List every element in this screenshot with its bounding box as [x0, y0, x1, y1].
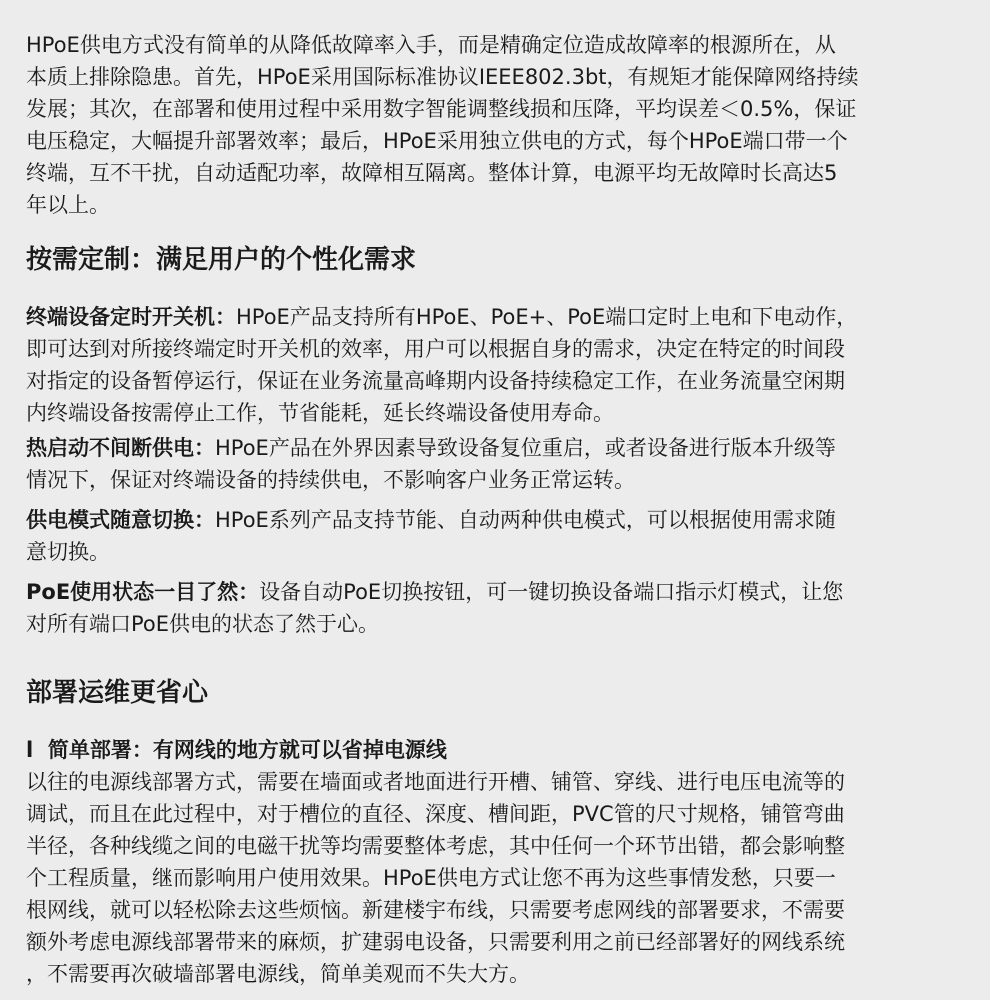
intro-line: 本质上排除隐患。首先，HPoE采用国际标准协议IEEE802.3bt，有规矩才能保障网络持续 — [26, 65, 859, 89]
intro-line: 终端，互不干扰，自动适配功率，故障相互隔离。整体计算，电源平均无故障时长高达5 — [26, 161, 838, 185]
feature-text: 意切换。 — [26, 540, 110, 564]
section-heading-customization: 按需定制：满足用户的个性化需求 — [26, 245, 417, 275]
feature-text: 情况下，保证对终端设备的持续供电，不影响客户业务正常运转。 — [26, 468, 635, 492]
paragraph-line: 根网线，就可以轻松除去这些烦恼。新建楼宇布线，只需要考虑网线的部署要求，不需要 — [26, 898, 845, 922]
paragraph-line: 调试，而且在此过程中，对于槽位的直径、深度、槽间距，PVC管的尺寸规格，铺管弯曲 — [26, 802, 845, 826]
intro-line: 发展；其次，在部署和使用过程中采用数字智能调整线损和压降，平均误差＜0.5%，保证 — [26, 97, 857, 121]
paragraph-line: 个工程质量，继而影响用户使用效果。HPoE供电方式让您不再为这些事情发愁，只要一 — [26, 866, 836, 890]
paragraph-line: 以往的电源线部署方式，需要在墙面或者地面进行开槽、铺管、穿线、进行电压电流等的 — [26, 770, 845, 794]
feature-power-mode — [26, 504, 966, 568]
deployment-paragraph — [26, 766, 966, 990]
feature-text: 设备自动PoE切换按钮，可一键切换设备端口指示灯模式，让您 — [259, 580, 844, 604]
feature-title: 供电模式随意切换： — [26, 508, 215, 532]
paragraph-line: ，不需要再次破墙部署电源线，简单美观而不失大方。 — [26, 962, 530, 986]
feature-text: 对所有端口PoE供电的状态了然于心。 — [26, 612, 380, 636]
intro-line: HPoE供电方式没有简单的从降低故障率入手，而是精确定位造成故障率的根源所在，从 — [26, 33, 836, 57]
intro-paragraph — [26, 29, 966, 221]
intro-line: 电压稳定，大幅提升部署效率；最后，HPoE采用独立供电的方式，每个HPoE端口带一个 — [26, 129, 848, 153]
feature-text: HPoE产品支持所有HPoE、PoE+、PoE端口定时上电和下电动作， — [236, 305, 858, 329]
feature-scheduled-power — [26, 301, 966, 429]
feature-text: HPoE产品在外界因素导致设备复位重启，或者设备进行版本升级等 — [215, 436, 836, 460]
feature-poe-status — [26, 576, 966, 640]
section-heading-deployment: 部署运维更省心 — [26, 678, 209, 708]
feature-title: 热启动不间断供电： — [26, 436, 215, 460]
feature-text: 即可达到对所接终端定时开关机的效率，用户可以根据自身的需求，决定在特定的时间段 — [26, 337, 845, 361]
feature-title: 终端设备定时开关机： — [26, 305, 236, 329]
feature-text: HPoE系列产品支持节能、自动两种供电模式，可以根据使用需求随 — [215, 508, 836, 532]
feature-title: PoE使用状态一目了然： — [26, 580, 260, 604]
paragraph-line: 半径，各种线缆之间的电磁干扰等均需要整体考虑，其中任何一个环节出错，都会影响整 — [26, 834, 845, 858]
intro-line: 年以上。 — [26, 193, 110, 217]
feature-text: 内终端设备按需停止工作，节省能耗，延长终端设备使用寿命。 — [26, 401, 614, 425]
feature-text: 对指定的设备暂停运行，保证在业务流量高峰期内设备持续稳定工作，在业务流量空闲期 — [26, 369, 845, 393]
feature-hot-restart — [26, 432, 966, 496]
subheading-simple-deployment: l 简单部署：有网线的地方就可以省掉电源线 — [26, 738, 447, 762]
paragraph-line: 额外考虑电源线部署带来的麻烦，扩建弱电设备，只需要利用之前已经部署好的网线系统 — [26, 930, 845, 954]
